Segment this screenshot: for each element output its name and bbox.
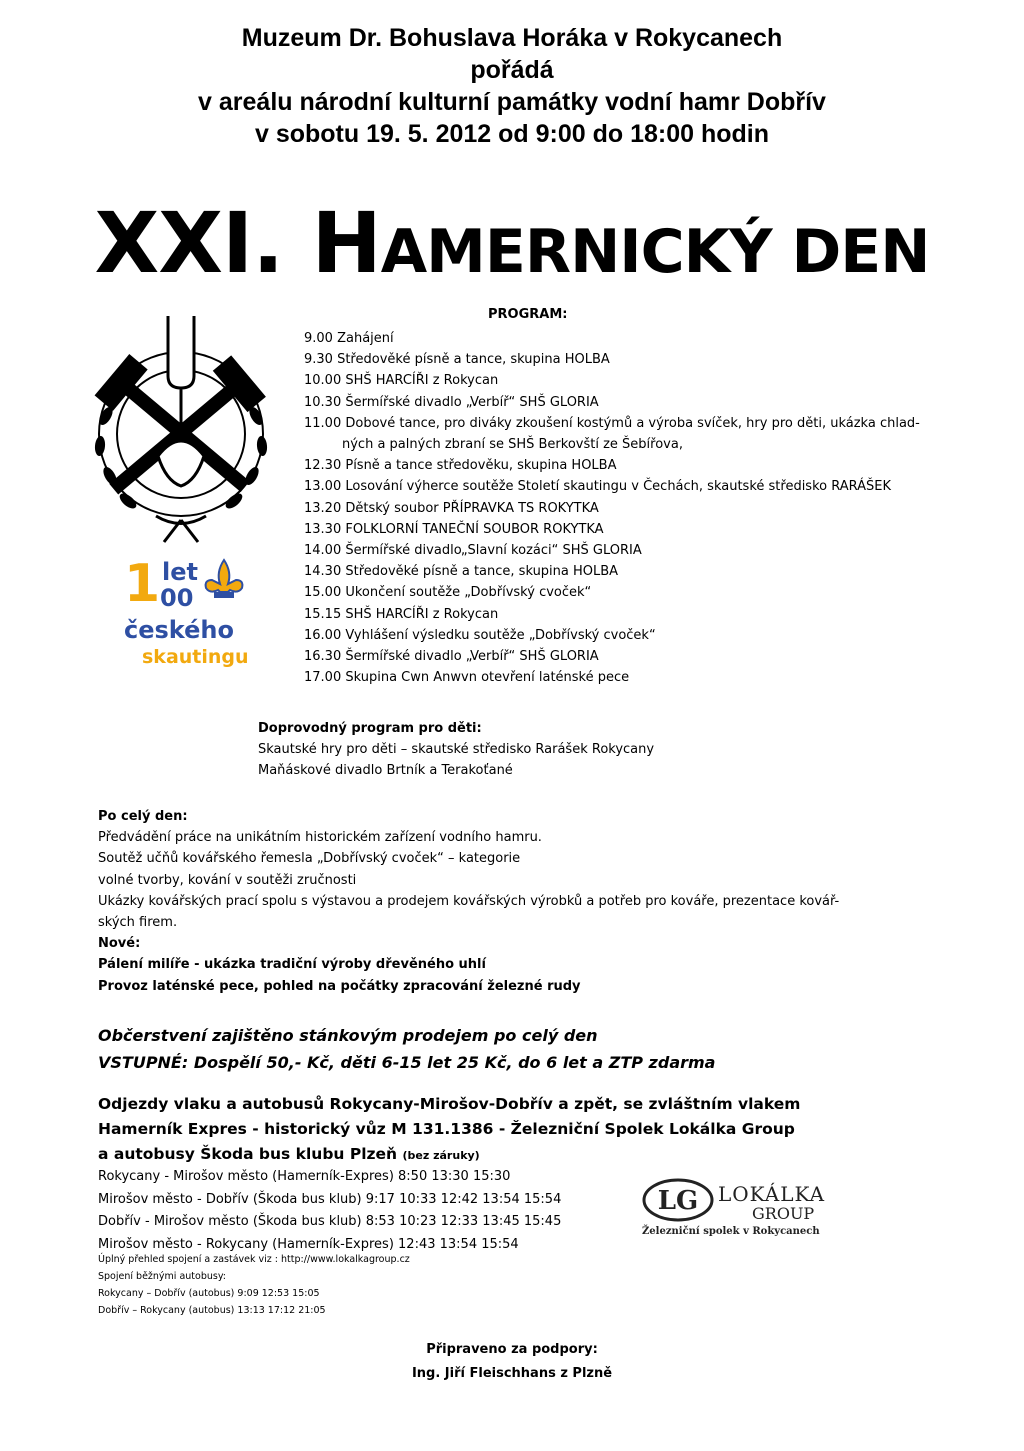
support-sponsor: Ing. Jiří Fleischhans z Plzně [411,1366,613,1381]
program-item: 15.15 SHŠ HARCÍŘI z Rokycan [304,606,499,622]
program-item: 13.30 FOLKLORNÍ TANEČNÍ SOUBOR ROKYTKA [304,521,604,537]
lokalka-group: GROUP [752,1204,815,1223]
program-list [304,328,984,688]
schedule-note: Dobřív – Rokycany (autobus) 13:13 17:12 21:05 [98,1305,326,1316]
all-day-line: Ukázky kovářských prací spolu s výstavou a prodejem kovářských výrobků a potřeb pro kováře, prezentace kovář- [98,893,840,909]
scout-logo-let: let [162,558,198,586]
header-date: v sobotu 19. 5. 2012 od 9:00 do 18:00 hodin [254,120,770,148]
support-section [0,1338,1024,1386]
lokalka-name: LOKÁLKA [718,1182,826,1206]
kids-heading: Doprovodný program pro děti: [258,721,482,736]
schedule-note: Spojení běžnými autobusy: [98,1271,226,1282]
title-prefix: XXI. [94,194,312,292]
program-item: 11.00 Dobové tance, pro diváky zkoušení kostýmů a výroba svíček, hry pro děti, ukázka chlad- [304,415,920,431]
lg-initials: LG [657,1186,699,1216]
program-item: 10.00 SHŠ HARCÍŘI z Rokycan [304,373,499,389]
scout-logo-one: 1 [124,554,161,614]
program-item: 16.00 Vyhlášení výsledku soutěže „Dobřívský cvoček“ [304,627,656,643]
event-title [0,188,1024,307]
program-item: 14.30 Středověké písně a tance, skupina HOLBA [304,564,619,580]
fleur-de-lis-icon [202,558,246,606]
program-item: 14.00 Šermířské divadlo„Slavní kozáci“ SHŠ GLORIA [304,543,642,559]
program-item: 10.30 Šermířské divadlo „Verbíř“ SHŠ GLORIA [304,394,599,410]
transport-line: Odjezdy vlaku a autobusů Rokycany-Mirošov-Dobřív a zpět, se zvláštním vlakem [98,1095,801,1113]
schedule-row: Rokycany - Mirošov město (Hamerník-Expres) 8:50 13:30 15:30 [98,1169,511,1184]
header-organizer: Muzeum Dr. Bohuslava Horáka v Rokycanech [241,24,783,52]
program-item: 12.30 Písně a tance středověku, skupina HOLBA [304,458,617,474]
new-item: Pálení milíře - ukázka tradiční výroby dřevěného uhlí [98,957,486,973]
header [0,22,1024,150]
transport-line [98,1142,800,1168]
scout-logo-zeros: 00 [160,584,194,612]
lg-monogram-icon [640,1176,716,1224]
new-heading: Nové: [98,936,141,952]
scout-logo-skautingu: skautingu [142,646,249,668]
program-item: 13.00 Losování výherce soutěže Století skautingu v Čechách, skautské středisko RARÁŠEK [304,479,892,495]
no-guarantee-note: (bez záruky) [402,1149,480,1162]
program-item: 9.00 Zahájení [304,331,394,346]
program-item: 9.30 Středověké písně a tance, skupina HOLBA [304,352,610,368]
transport-schedule [98,1166,561,1256]
hammer-and-pick-wreath-icon [76,306,286,546]
all-day-line: volné tvorby, kování v soutěži zručnosti [98,872,357,888]
schedule-row: Mirošov město - Dobřív (Škoda bus klub) 9:17 10:33 12:42 13:54 15:54 [98,1191,562,1207]
kids-item: Maňáskové divadlo Brtník a Terakoťané [258,763,513,779]
all-day-line: Předvádění práce na unikátním historickém zařízení vodního hamru. [98,830,542,846]
program-item: 15.00 Ukončení soutěže „Dobřívský cvoček“ [304,585,592,601]
refreshment-section [98,1022,715,1076]
header-presents: pořádá [470,56,554,84]
schedule-row: Mirošov město - Rokycany (Hamerník-Expres) 12:43 13:54 15:54 [98,1236,519,1252]
all-day-line: Soutěž učňů kovářského řemesla „Dobřívský cvoček“ – kategorie [98,851,521,867]
schedule-note: Rokycany – Dobřív (autobus) 9:09 12:53 15:05 [98,1288,320,1299]
refreshment-note: Občerstvení zajištěno stánkovým prodejem po celý den [98,1026,598,1045]
title-initial: H [311,194,381,292]
admission-prices: VSTUPNÉ: Dospělí 50,- Kč, děti 6-15 let 25 Kč, do 6 let a ZTP zdarma [98,1053,716,1072]
lokalka-group-logo [640,1176,840,1246]
program-item-continuation: ných a palných zbraní se SHŠ Berkovští ze Šebířova, [342,437,683,453]
all-day-section [98,806,918,997]
program-item: 16.30 Šermířské divadlo „Verbíř“ SHŠ GLORIA [304,649,599,665]
schedule-note: Úplný přehled spojení a zastávek viz : http://www.lokalkagroup.cz [98,1254,410,1265]
kids-item: Skautské hry pro děti – skautské středisko Rarášek Rokycany [258,742,655,758]
new-item: Provoz laténské pece, pohled na počátky zpracování železné rudy [98,978,581,994]
transport-notes [98,1251,410,1319]
title-rest: AMERNICKÝ DEN [380,217,930,287]
program-item: 17.00 Skupina Cwn Anwvn otevření laténské pece [304,670,630,686]
all-day-heading: Po celý den: [98,809,188,824]
support-heading: Připraveno za podpory: [426,1342,598,1357]
transport-section [98,1092,800,1168]
transport-line: Hamerník Expres - historický vůz M 131.1386 - Železniční Spolek Lokálka Group [98,1120,795,1138]
program-heading: PROGRAM: [488,307,568,322]
transport-line-text: a autobusy Škoda bus klubu Plzeň [98,1145,398,1163]
lokalka-subtitle: Železniční spolek v Rokycanech [642,1226,820,1237]
all-day-line: ských firem. [98,915,178,931]
program-item: 13.20 Dětský soubor PŘÍPRAVKA TS ROKYTKA [304,500,599,516]
schedule-row: Dobřív - Mirošov město (Škoda bus klub) 8:53 10:23 12:33 13:45 15:45 [98,1214,562,1229]
scout-logo-ceskeho: českého [124,616,234,644]
kids-program [258,718,654,782]
header-venue: v areálu národní kulturní památky vodní hamr Dobřív [198,88,826,116]
scouting-centenary-logo [122,556,262,676]
